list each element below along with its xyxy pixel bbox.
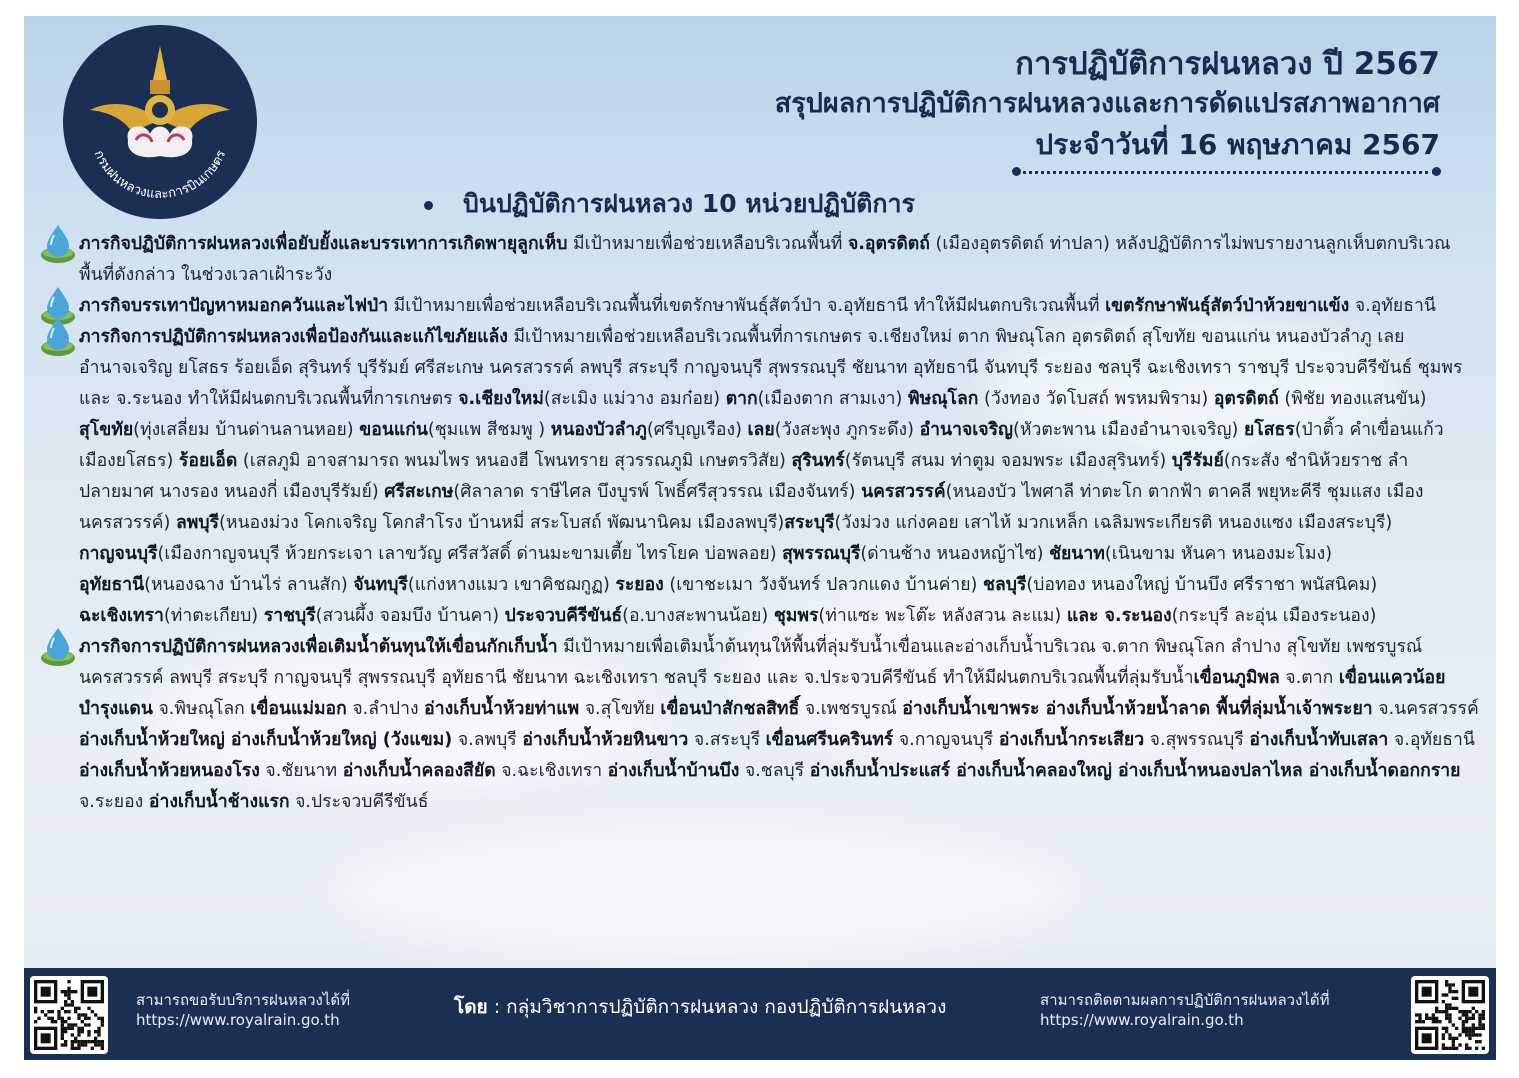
body-text: (ทุ่งเสลี่ยม บ้านด่านลานหอย) [133,420,360,440]
emphasis-text: อ่างเก็บน้ำคลองสียัด [342,761,496,781]
body-text: (วังทอง วัดโบสถ์ พรหมพิราม) [978,389,1214,409]
qr-code-left[interactable] [30,976,108,1054]
poster [24,16,1496,1060]
emphasis-text: ภารกิจการปฏิบัติการฝนหลวงเพื่อป้องกันและแก้ไขภัยแล้ง [79,327,508,347]
emphasis-text: อ่างเก็บน้ำช้างแรก [148,792,290,812]
emphasis-text: ร้อยเอ็ด [178,451,238,471]
svg-text:กรมฝนหลวงและการบินเกษตร [91,148,230,202]
body-text: จ.กาญจนบุรี [893,730,999,750]
cloud-decoration [324,816,1084,966]
raindrop-earth-icon [39,221,77,265]
body-text: (ท่าตะเกียบ) [163,606,264,626]
body-text: จ.พิษณุโลก [152,699,251,719]
emphasis-text: ภารกิจการปฏิบัติการฝนหลวงเพื่อเติมน้ำต้นทุนให้เขื่อนกักเก็บน้ำ [79,637,558,657]
emphasis-text: ประจวบคีรีขันธ์ [504,606,623,626]
body-text: (วังสะพุง ภูกระดึง) [774,420,920,440]
body-text: (ท่าแซะ พะโต๊ะ หลังสวน ละแม) [818,606,1067,626]
emphasis-text: อ่างเก็บน้ำทับเสลา [1249,730,1389,750]
footer-follow-url[interactable]: https://www.royalrain.go.th [1040,1011,1244,1029]
emphasis-text: เขื่อนแควน้อยบำรุงแดน [79,668,1446,719]
emphasis-text: อ่างเก็บน้ำห้วยหนองโรง [79,761,260,781]
headline-text: บินปฏิบัติการฝนหลวง 10 หน่วยปฏิบัติการ [463,189,915,218]
emphasis-text: อ่างเก็บน้ำบ้านบึง [607,761,740,781]
emphasis-text: บุรีรัมย์ [1171,451,1224,471]
mission-list [79,229,1479,818]
page-subtitle: สรุปผลการปฏิบัติการฝนหลวงและการดัดแปรสภาพอากาศ [774,88,1440,119]
emphasis-text: ชุมพร [773,606,819,626]
title-divider [1016,171,1436,178]
body-text: (สวนผึ้ง จอมบึง บ้านคา) [315,606,505,626]
emphasis-text: ศรีสะเกษ [384,482,454,502]
footer-credit-text: : กลุ่มวิชาการปฏิบัติการฝนหลวง กองปฏิบัติการฝนหลวง [487,996,947,1018]
emphasis-text: ภารกิจปฏิบัติการฝนหลวงเพื่อยับยั้งและบรรเทาการเกิดพายุลูกเห็บ [79,234,568,254]
footer-service-url[interactable]: https://www.royalrain.go.th [136,1011,340,1029]
body-text: จ.ลำปาง [346,699,425,719]
body-text: (อ.บางสะพานน้อย) [622,606,774,626]
body-text: จ.สุพรรณบุรี [1144,730,1250,750]
divider-dot [1432,167,1441,176]
emphasis-text: จ.อุตรดิตถ์ [847,234,930,254]
emphasis-text: กาญจนบุรี [79,544,158,564]
emphasis-text: ชลบุรี [983,575,1027,595]
body-text: จ.นครสวรรค์ [1372,699,1479,719]
emphasis-text: ตาก [725,389,758,409]
body-text: (เนินขาม หันคา หนองมะโมง) [1104,544,1333,564]
footer-service-label: สามารถขอรับบริการฝนหลวงได้ที่ [136,991,351,1009]
agency-logo [66,28,254,216]
emphasis-text: ราชบุรี [263,606,316,626]
body-text: (เมืองตาก สามเงา) [757,389,909,409]
emphasis-text: ระยอง [615,575,664,595]
body-text: (ชุมแพ สีชมพู ) [427,420,551,440]
body-text: จ.ลพบุรี [452,730,523,750]
headline [424,184,915,224]
footer-right-text [1040,990,1330,1030]
body-text: (ศิลาลาด ราษีไศล บึงบูรพ์ โพธิ์ศรีสุวรรณ เมืองจันทร์) [453,482,862,502]
body-text: จ.ประจวบคีรีขันธ์ [289,792,429,812]
body-text: (หนองฉาง บ้านไร่ ลานสัก) [144,575,354,595]
emphasis-text: อ่างเก็บน้ำห้วยหินขาว [522,730,689,750]
body-text: มีเป้าหมายเพื่อช่วยเหลือบริเวณพื้นที่เขตรักษาพันธุ์สัตว์ป่า จ.อุทัยธานี ทำให้มีฝนตกบริเวณพื้นที่ [388,296,1106,316]
emphasis-text: พิษณุโลก [908,389,979,409]
emphasis-text: ขอนแก่น [359,420,428,440]
body-text: (พิชัย ทองแสนขัน) [1278,389,1427,409]
footer-credit [454,992,946,1022]
logo-org-text: กรมฝนหลวงและการบินเกษตร [90,148,230,203]
footer-credit-prefix: โดย [454,996,488,1018]
body-text: (เมืองอุตรดิตถ์ ท่าปลา) หลังปฏิบัติการไม่พบรายงานลูกเห็บตกบริเวณพื้นที่ดังกล่าว ในช่วงเวลาเฝ้าระวัง [79,234,1451,285]
body-text: จ.ตาก [1279,668,1339,688]
qr-code-right[interactable] [1411,976,1489,1054]
body-text: จ.ชลบุรี [739,761,810,781]
mission-paragraph [79,291,1479,322]
emphasis-text: เขื่อนภูมิพล [1193,668,1280,688]
logo-emblem-icon [66,28,254,216]
emphasis-text: จันทบุรี [353,575,408,595]
emphasis-text: สุรินทร์ [791,451,845,471]
body-text: (เสลภูมิ อาจสามารถ พนมไพร หนองฮี โพนทราย สุวรรณภูมิ เกษตรวิสัย) [237,451,792,471]
emphasis-text: ฉะเชิงเทรา [79,606,164,626]
emphasis-text: นครสวรรค์ [861,482,946,502]
footer-bar [24,968,1496,1060]
emphasis-text: อุทัยธานี [79,575,145,595]
body-text: (หัวตะพาน เมืองอำนาจเจริญ) [1013,420,1244,440]
footer-follow-label: สามารถติดตามผลการปฏิบัติการฝนหลวงได้ที่ [1040,991,1330,1009]
body-text: (หนองบัว ไพศาลี ท่าตะโก ตากฟ้า ตาคลี พยุหะคีรี ชุมแสง เมืองนครสวรรค์) [79,482,1424,533]
body-text: (สะเมิง แม่วาง อมก๋อย) [543,389,726,409]
body-text: จ.เพชรบูรณ์ [799,699,903,719]
body-text: จ.สุโขทัย [579,699,661,719]
body-text: (บ่อทอง หนองใหญ่ บ้านบึง ศรีราชา พนัสนิคม) [1026,575,1378,595]
body-text: จ.อุทัยธานี [1388,730,1475,750]
emphasis-text: เลย [747,420,775,440]
body-text: (กระบุรี ละอุ่น เมืองระนอง) [1171,606,1377,626]
emphasis-text: ลพบุรี [176,513,219,533]
mission-paragraph [79,322,1479,632]
emphasis-text: สุพรรณบุรี [782,544,861,564]
mission-paragraph [79,632,1479,818]
emphasis-text: สระบุรี [784,513,835,533]
emphasis-text: เขื่อนป่าสักชลสิทธิ์ [660,699,800,719]
emphasis-text: เขื่อนศรีนครินทร์ [765,730,894,750]
body-text: จ.ฉะเชิงเทรา [495,761,608,781]
qr-code-icon [34,980,104,1050]
emphasis-text: อ่างเก็บน้ำห้วยใหญ่ อ่างเก็บน้ำห้วยใหญ่ (วังแขม) [79,730,453,750]
body-text: มีเป้าหมายเพื่อช่วยเหลือบริเวณพื้นที่การเกษตร จ.เชียงใหม่ ตาก พิษณุโลก อุตรดิตถ์ สุโขทัย ขอนแก่น หนองบัวลำภู เลย อำนาจเจริญ ยโสธร ร้อยเอ็ด สุรินทร์ บุรีรัมย์ ศรีสะเกษ นครสวรรค์ ลพบุรี สระบุรี กาญจนบุรี สุพรรณบุรี ชัยนาท อุทัยธานี จันทบุรี ระยอง ชลบุรี ฉะเชิงเทรา ราชบุรี ประจวบคีรีขันธ์ ชุมพร และ จ.ระนอง ทำให้มีฝนตกบริเวณพื้นที่การเกษตร [79,327,1463,409]
report-date: ประจำวันที่ 16 พฤษภาคม 2567 [1035,128,1440,161]
body-text: (ด่านช้าง หนองหญ้าไซ) [860,544,1050,564]
qr-code-icon [1415,980,1485,1050]
title-block [775,44,1440,166]
emphasis-text: อำนาจเจริญ [919,420,1014,440]
body-text: จ.ชัยนาท [259,761,343,781]
body-text: (รัตนบุรี สนม ท่าตูม จอมพระ เมืองสุรินทร์) [844,451,1172,471]
body-text: มีเป้าหมายเพื่อช่วยเหลือบริเวณพื้นที่ [567,234,848,254]
emphasis-text: อุตรดิตถ์ [1213,389,1279,409]
body-text: จ.อุทัยธานี [1349,296,1436,316]
emphasis-text: ยโสธร [1244,420,1295,440]
body-text: จ.ระยอง [79,792,149,812]
raindrop-earth-icon [39,314,77,358]
body-text: มีเป้าหมายเพื่อเติมน้ำต้นทุนให้พื้นที่ลุ่มรับน้ำเขื่อนและอ่างเก็บน้ำบริเวณ จ.ตาก พิษณุโลก ลำปาง สุโขทัย เพชรบูรณ์ นครสวรรค์ ลพบุรี สระบุรี กาญจนบุรี สุพรรณบุรี อุทัยธานี ชัยนาท ฉะเชิงเทรา ชลบุรี ระยอง และ จ.ประจวบคีรีขันธ์ ทำให้มีฝนตกบริเวณพื้นที่ลุ่มรับน้ำ [79,637,1423,688]
body-text: จ.สระบุรี [688,730,766,750]
emphasis-text: อ่างเก็บน้ำกระเสียว [998,730,1145,750]
body-text: (วังม่วง แก่งคอย เสาไห้ มวกเหล็ก เฉลิมพระเกียรติ หนองแซง เมืองสระบุรี) [834,513,1393,533]
emphasis-text: สุโขทัย [79,420,134,440]
body-text: (เมืองกาญจนบุรี ห้วยกระเจา เลาขวัญ ศรีสวัสดิ์ ด่านมะขามเตี้ย ไทรโยค บ่อพลอย) [157,544,783,564]
emphasis-text: หนองบัวลำภู [550,420,647,440]
emphasis-text: อ่างเก็บน้ำห้วยท่าแพ [424,699,580,719]
emphasis-text: จ.เชียงใหม่ [458,389,544,409]
emphasis-text: ชัยนาท [1049,544,1105,564]
divider-dot [1012,167,1021,176]
raindrop-earth-icon [39,624,77,668]
emphasis-text: เขื่อนแม่มอก [250,699,347,719]
footer-left-text [136,990,350,1030]
body-text: (ศรีบุญเรือง) [646,420,748,440]
emphasis-text: อ่างเก็บน้ำเขาพระ อ่างเก็บน้ำห้วยน้ำลาด พื้นที่ลุ่มน้ำเจ้าพระยา [902,699,1373,719]
body-text: (เขาชะเมา วังจันทร์ ปลวกแดง บ้านค่าย) [663,575,983,595]
mission-paragraph [79,229,1479,291]
emphasis-text: อ่างเก็บน้ำประแสร์ อ่างเก็บน้ำคลองใหญ่ อ่างเก็บน้ำหนองปลาไหล อ่างเก็บน้ำดอกกราย [809,761,1461,781]
page-title: การปฏิบัติการฝนหลวง ปี 2567 [1015,46,1440,82]
body-text: (ป่าติ้ว คำเขื่อนแก้ว เมืองยโสธร) [79,420,1444,471]
body-text: (หนองม่วง โคกเจริญ โคกสำโรง บ้านหมี่ สระโบสถ์ พัฒนานิคม เมืองลพบุรี) [219,513,785,533]
emphasis-text: ภารกิจบรรเทาปัญหาหมอกควันและไฟป่า [79,296,389,316]
emphasis-text: และ จ.ระนอง [1066,606,1172,626]
body-text: (แก่งหางแมว เขาคิชฌกูฏ) [407,575,616,595]
bullet-icon [424,201,433,210]
body-text: (กระสัง ชำนิห้วยราช ลำปลายมาศ นางรอง หนองกี่ เมืองบุรีรัมย์) [79,451,1409,502]
emphasis-text: เขตรักษาพันธุ์สัตว์ป่าห้วยขาแข้ง [1105,296,1350,316]
